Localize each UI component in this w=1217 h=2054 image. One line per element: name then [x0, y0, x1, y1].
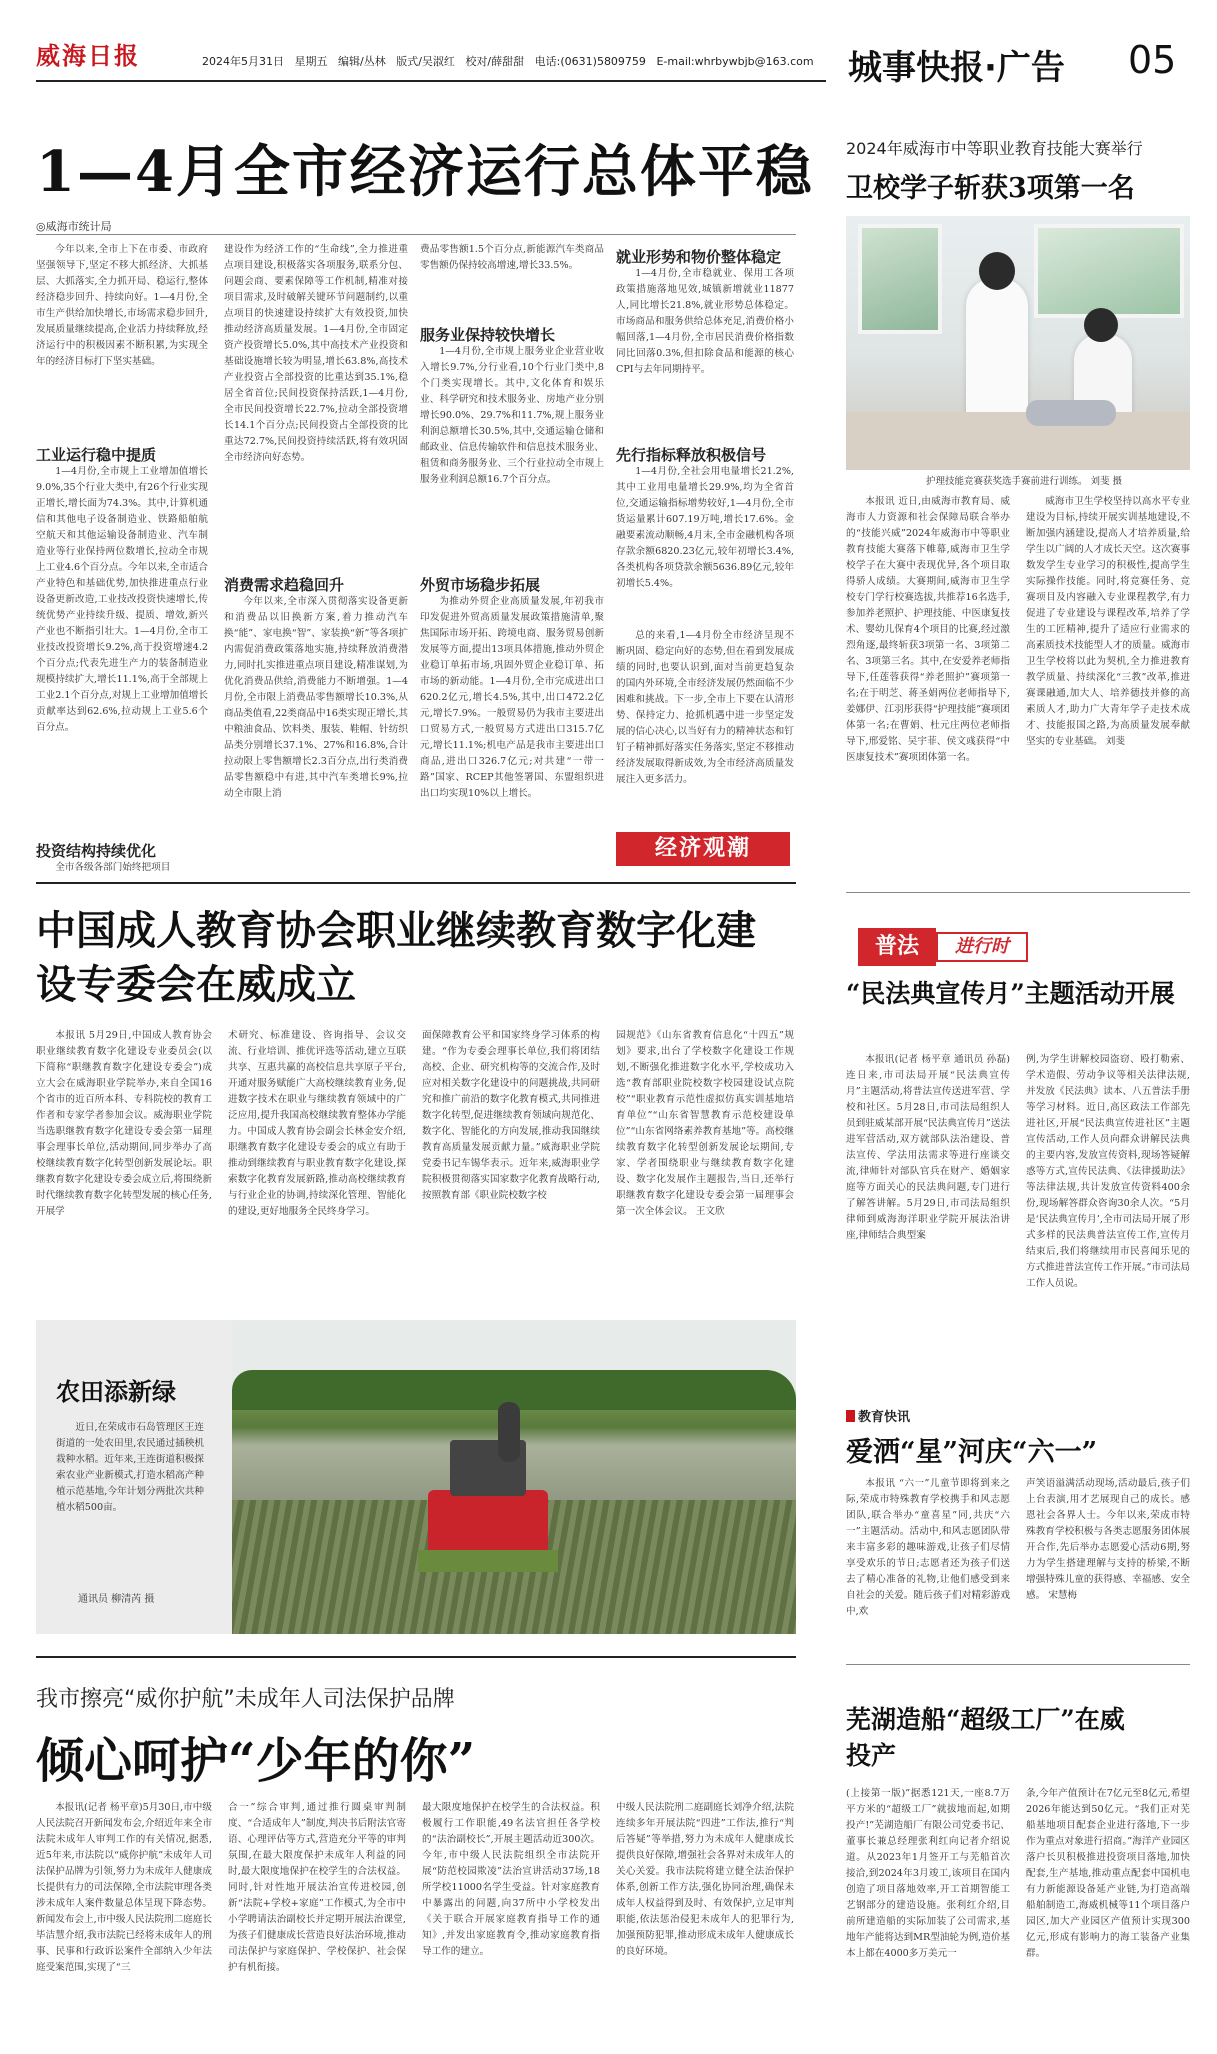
economy-source: ◎威海市统计局: [36, 220, 112, 233]
farm-farmer: [498, 1402, 520, 1462]
youth-kicker: 我市擦亮“威你护航”未成年人司法保护品牌: [36, 1687, 455, 1712]
economy-sub-price: 就业形势和物价整体稳定: [616, 248, 782, 266]
economy-col-1: [36, 242, 208, 438]
association-text-3: 面保障教育公平和国家终身学习体系的构建。“作为专委会理事长单位,我们将团结高校、企业、研究机构等的交流合作,及时应对相关数字化建设中的问题挑战,共同研究和推广前沿的数字化教育模式,共同推进数字化转型,促进继续教育领域向规范化、数字化、智能化的方向发展,推动我国继续教育高质量发展贡献力量。”威海职业学院党委书记车锡华表示。近年来,威海职业学院积极贯彻落实国家数字化教育战略行动,按照教育部《职业院校数字校: [422, 1030, 600, 1201]
association-text-4: 园规范》《山东省教育信息化“十四五”规划》要求,出台了学校数字化建设工作规划,不断强化推进数字化水平,学校成功入选“教育部职业院校数字校园建设试点院校”“职业教育示范性虚拟仿真实训基地培育单位”“山东省智慧教育示范校建设单位”“山东省网络素养教育基地”等。高校继续教育数字化转型创新发展论坛期间,专家、学者围绕职业与继续教育数字化建设、数字化发展作主题报告,当日,还举行职继教育数字化建设专委会第一届理事会第一次全体会议。 王文欣: [616, 1030, 794, 1217]
law-title: “民法典宣传月”主题活动开展: [846, 979, 1175, 1008]
youth-text-4: 中级人民法院刑二庭副庭长刘净介绍,法院连续多年开展法院“四进”工作法,推行“判后答疑”等举措,努力为未成年人健康成长提供良好保障,增强社会各界对未成年人的关心关爱。我市法院将建立健全法治保护体系,创新工作方法,强化协同治理,确保未成年人权益得到及时、有效保护,立足审判职能,依法惩治侵犯未成年人的犯罪行为,加强预防犯罪,推动形成未成年人健康成长的良好环境。: [616, 1802, 794, 1957]
youth-text-2: 合一”综合审判,通过推行圆桌审判制度、“合适成年人”制度,判决书后附法官寄语、心理评估等方式,营造充分平等的审判氛围,在最大限度保护未成年人利益的同时,最大限度地保护在校学生的合法权益。同时,针对性地开展法治宣传进校园,创新“法院+学校+家庭”工作模式,为全市中小学聘请法治副校长并定期开展法治课堂,为孩子们健康成长营造良好法治环境,推动司法保护与家庭保护、学校保护、社会保护有机衔接。: [228, 1802, 406, 1973]
vocational-text-1: 本报讯 近日,由威海市教育局、威海市人力资源和社会保障局联合举办的“技能兴威”2024年威海市中等职业教育技能大赛落下帷幕,威海市卫生学校学子在大赛中表现优异,各个项目取得骄人成绩。大赛期间,威海市卫生学校专门学行校赛选拔,共推荐16名选手,参加养老照护、护理技能、中医康复技术、婴幼儿保育4个项目的比赛,经过激烈角逐,最终斩获3项第一名、3项第二名、3项第三名。其中,在安爱养老师指导下,任莲蓉获得“养老照护”赛项第一名;在于明芝、蒋圣娟两位老师指导下,姜娜伊、江羽彤获得“护理技能”赛项团体第一名;在曹娟、杜元庄两位老师指导下,邢爱铭、吴宇菲、侯文彧获得“中医康复技术”赛项团体第一名。: [846, 496, 1010, 763]
economy-col-3c: [420, 594, 604, 878]
vocational-text-2: 威海市卫生学校坚持以高水平专业建设为目标,持续开展实训基地建设,不断加强内涵建设,提高人才培养质量,给学生以广阔的人才成长天空。这次赛事数发学生专业学习的积极性,提高学生实际操作技能。同时,将竞赛任务、竞赛项目及内容融入专业课程教学,有力促进了专业建设与课程改革,培养了学生的工匠精神,提升了适应行业需求的高素质技术技能型人才的质量。威海市卫生学校将以此为契机,全力推进教育教学质量、持续深化“三教”改革,推进赛课融通,加大人、培养德技并修的高素质人才,助力广大青年学子走技术成才、技能报国之路,为高质量发展奉献坚实的专业基础。 刘斐: [1026, 496, 1190, 747]
youth-text-1: 本报讯(记者 杨平章)5月30日,市中级人民法院召开新闻发布会,介绍近年来全市法院未成年人审判工作的有关情况,据悉,近5年来,市法院以“威你护航”未成年人司法保护品牌为引领,努力为未成年人健康成长提供有力的司法保障,全市法院审理各类涉未成年人案件数量总体呈现下降态势。新闻发布会上,市中级人民法院刑二庭庭长毕洁慧介绍,我市法院已经将未成年人的刑事、民事和行政诉讼案件全部纳入少年法庭受案范围,实现了“三: [36, 1802, 212, 1973]
farm-credit: 通讯员 柳清芮 摄: [78, 1594, 155, 1605]
kids-tag: [846, 1406, 910, 1425]
shipyard-col-1: [846, 1786, 1010, 2040]
economy-rule: [36, 234, 796, 235]
kids-text-1: 本报讯 “六一”儿童节即将到来之际,荣成市特殊教育学校携手和风志愿团队,联合举办“童喜星”同,共庆“六一”主题活动。活动中,和风志愿团队带来丰富多彩的趣味游戏,让孩子们尽情享受欢乐的节日;志愿者还为孩子们送去了精心准备的礼物,让他们感受到来自社会的关爱。随后孩子们对精彩游戏中,欢: [846, 1478, 1010, 1617]
economy-service-text: 1—4月份,全市规上服务业企业营业收入增长9.7%,分行业看,10个行业门类中,8个门类实现增长。其中,文化体育和娱乐业、科学研究和技术服务业、房地产业分别增长90.0%、29.7%和11.7%,规上服务业利润总额增长30.5%,其中,交通运输仓储和邮政业、信息传输软件和信息技术服务业、租赁和商务服务业、三个行业拉动全市规上服务业利润总额16.7个百分点。: [420, 346, 604, 485]
association-title: 中国成人教育协会职业继续教育数字化建设专委会在威成立: [36, 907, 756, 1008]
economy-col-1b: [36, 464, 208, 832]
association-col-3: [422, 1028, 600, 1294]
shipyard-text-1: (上接第一版)”据悉121天,一座8.7万平方米的“超级工厂”就拔地而起,如期投产!”芜湖造船厂有限公司党委书记、董事长兼总经理张利红向记者介绍说道。从2023年1月签开工与芜船首次接洽,到2024年3月竣工,该项目在国内创造了项目落地效率,开工首期智能工艺钢部分的建造设施。张利红介绍,目前所建造船的实际加装了公司需求,基地年产能将达到MR型油轮为例,造价基本上都在4000多万美元一: [846, 1788, 1010, 1959]
association-col-2: [228, 1028, 406, 1294]
section-title: 城事快报·广告: [848, 48, 1065, 88]
association-text-1: 本报讯 5月29日,中国成人教育协会职业继续教育数字化建设专业委员会(以下简称“职继教育数字化建设专委会”)成立大会在威海职业学院举办,来自全国16个省市的近百所本科、专科院校的教育工作者和专家学者参加会议。威海职业学院当选职继教育数字化建设专委会第一届理事会理事长单位,活动期间,同步举办了高校继续教育数字化转型创新发展论坛。职继教育数字化建设专委会成立后,将围绕新时代继续教育数字化转型发展的核心任务,开展学: [36, 1030, 212, 1217]
masthead-proof: 校对/薛甜甜: [465, 55, 525, 68]
economy-industry-text: 1—4月份,全市规上工业增加值增长9.0%,35个行业大类中,有26个行业实现正增长,增长面为74.3%。其中,计算机通信和其他电子设备制造业、铁路船舶航空航天和其他运输设备制造业、汽车制造业等行业保持两位数增长,拉动全市规上工业4.6个百分点。今年以来,全市适合产业特色和基础优势,加快推进重点行业设备更新改造,工业技改投资快速增长,传统优势产业持续升级、提质、增效,新兴产业也不断指引壮大。1—4月份,全市工业技改投资增长9.2%,高于投资增速4.2个百分点;代表先进生产力的装备制造业规模持续扩大,增长11.1%,高于全部规上工业2.1个百分点,对规上工业增加值增长贡献率达到62.6%,拉动规上工业5.6个百分点。: [36, 466, 208, 733]
farm-text: 近日,在荣成市石岛管理区王连街道的一处农田里,农民通过插秧机栽种水稻。近年来,王连街道积极探索农业产业新模式,打造水稻高产种植示范基地,今年计划分两批次共种植水稻500亩。: [56, 1422, 204, 1513]
youth-col-4: [616, 1800, 794, 2040]
economy-price-text: 1—4月份,全市稳就业、保用工各项政策措施落地见效,城镇新增就业11877人,同比增长21.8%,就业形势总体稳定。市场商品和服务供给总体充足,消费价格小幅回落,1—4月份,全市居民消费价格指数同比回落0.3%,但扣除食品和能源的核心CPI与去年同期持平。: [616, 268, 794, 375]
vocational-col-1: [846, 494, 1010, 878]
divider: [36, 882, 796, 884]
youth-col-1: [36, 1800, 212, 2040]
economy-sub-service: 服务业保持较快增长: [420, 326, 556, 344]
kids-col-2: [1026, 1476, 1190, 1654]
economy-sub-vitality: 先行指标释放积极信号: [616, 446, 767, 464]
law-badge: [858, 928, 1030, 966]
association-col-4: [616, 1028, 794, 1294]
vocational-caption: 护理技能竞赛获奖选手赛前进行训练。 刘斐 摄: [926, 476, 1123, 487]
economy-invest-cont: 建设作为经济工作的“生命线”,全力推进重点项目建设,积极落实各项服务,联系分包、问题会商、要素保障等工作机制,精准对接项目需求,及时破解关键环节问题制约,以重点项目的快速建设持续扩大有效投资,加快推动经济高质量发展。1—4月份,全市固定资产投资增长5.0%,其中高技术产业投资和基础设施增长较为明显,增长63.8%,高技术产业投资占全部投资的比重达到35.1%,稳居全省首位;民间投资保持活跃,1—4月份,全市民间投资增长22.7%,拉动全部投资增长14.1个百分点;民间投资占全部投资的比重达72.7%,民间投资持续活跃,将有效巩固全市经济向好态势。: [224, 244, 408, 463]
economy-title: 1—4月全市经济运行总体平稳: [36, 139, 814, 205]
masthead-date: 2024年5月31日: [202, 55, 284, 68]
divider: [846, 892, 1190, 893]
photo-bed: [846, 412, 1190, 470]
masthead-email: E-mail:whrbywbjb@163.com: [656, 55, 814, 68]
economy-trade-text: 为推动外贸企业高质量发展,年初我市印发促进外贸高质量发展政策措施清单,聚焦国际市场开拓、跨境电商、服务贸易创新发展等方面,提出13项具体措施,推动外贸企业稳订单拓市场,巩固外贸企业稳订单、拓市场的新动能。1—4月份,全市完成进出口620.2亿元,增长4.5%,其中,出口472.2亿元,增长7.9%。一般贸易仍为我市主要进出口贸易方式,一般贸易方式进出口315.7亿元,增长11.1%;机电产品是我市主要进出口商品,进出口326.7亿元;对共建“一带一路”国家、RCEP其他签署国、东盟组织进出口均实现10%以上增长。: [420, 596, 604, 799]
shipyard-text-2: 条,今年产值预计在7亿元至8亿元,希望2026年能达到50亿元。“我们正对芜船基地项目配套企业进行落地,下一步作为重点对象进行招商。”海洋产业园区落户长贝积极推进投资项目落地,加快配套,生产基地,推动重点配套中国机电有力新能源设备延产业链,为打造高端船舶制造工,海威机械等11个项目落户园区,加大产业园区产值预计实现300亿元,形成有影响力的海工装备产业集群。: [1026, 1788, 1190, 1959]
vocational-title: 卫校学子斩获3项第一名: [846, 173, 1135, 204]
kids-text-2: 声笑语溢满活动现场,活动最后,孩子们上台表演,用才艺展现自己的成长。感恩社会各界人士。今年以来,荣成市特殊教育学校积极与各类志愿服务团体展开合作,先后举办志愿爱心活动6期,努力为学生搭建理解与支持的桥梁,不断增强特殊儿童的获得感、幸福感、安全感。 宋慧梅: [1026, 1478, 1190, 1601]
photo-nurse-head: [1084, 308, 1118, 342]
masthead-rule: [36, 80, 826, 82]
masthead-logo: 威海日报: [36, 41, 140, 70]
kids-tag-label: 教育快讯: [858, 1410, 911, 1425]
economy-summary-text: 总的来看,1—4月份全市经济呈现不断巩固、稳定向好的态势,但在看到发展成绩的同时,也要认识到,面对当前更趋复杂的国内外环境,全市经济发展仍然面临不少困难和挑战。下一步,全市上下要在认清形势、保持定力、抢抓机遇中进一步坚定发展的信心决心,以当好有力的精神状态和钉钉子精神抓好落实任务落实,坚定不移推动经济发展取得新成效,为全市经济高质量发展注入更多活力。: [616, 630, 794, 785]
youth-col-2: [228, 1800, 406, 2040]
farm-seedling-trays: [418, 1550, 558, 1572]
photo-nurse-head: [979, 252, 1015, 290]
economy-sub-industry: 工业运行稳中提质: [36, 446, 157, 464]
economy-col-2b: [224, 594, 408, 878]
kids-col-1: [846, 1476, 1010, 1654]
economy-col-1c: [36, 860, 208, 878]
masthead: [0, 0, 1217, 86]
photo-patient: [1026, 400, 1116, 426]
shipyard-col-2: [1026, 1786, 1190, 2040]
photo-window: [1034, 224, 1184, 318]
association-col-1: [36, 1028, 212, 1294]
vocational-kicker: 2024年威海市中等职业教育技能大赛举行: [846, 139, 1143, 158]
youth-col-3: [422, 1800, 600, 2040]
farm-title: 农田添新绿: [56, 1377, 176, 1406]
youth-title: 倾心呵护“少年的你”: [36, 1733, 476, 1789]
association-text-2: 术研究、标准建设、咨询指导、会议交流、行业培训、推优评选等活动,建立互联共享、互惠共赢的高校信息共享原子平台,开通对服务赋能广大高校继续教育业务,促进数字技术在职业与继续教育领域中的广泛应用,提升我国高校继续教育整体办学能力。中国成人教育协会副会长林金安介绍,职继教育数字化建设专委会的成立有助于推动到继续教育与职业教育数字化建设,探索数字化教育发展新路,推动高校继续教育与行业企业的协调,持续深化管理、智能化的建设,更好地服务全民终身学习。: [228, 1030, 406, 1217]
vocational-col-2: [1026, 494, 1190, 878]
shipyard-title: 芜湖造船“超级工厂”在威投产: [846, 1705, 1125, 1770]
law-col-1: [846, 1052, 1010, 1388]
economy-sub-invest: 投资结构持续优化: [36, 842, 157, 860]
masthead-weekday: 星期五: [294, 55, 328, 68]
vocational-photo: [846, 216, 1190, 470]
law-col-2: [1026, 1052, 1190, 1388]
economy-col-4b: [616, 464, 794, 628]
economy-vitality-text: 1—4月份,全社会用电量增长21.2%,其中工业用电量增长29.9%,均为全省首位,交通运输指标增势较好,1—4月份,全市货运量累计607.19万吨,增长17.6%。金融要素流动顺畅,4月末,全市金融机构各项存款余额6820.23亿元,较年初增长3.4%,各类机构各项贷款余额5636.89亿元,较年初增长5.4%。: [616, 466, 794, 589]
economy-badge: 经济观潮: [616, 832, 790, 866]
masthead-info: [202, 53, 814, 69]
kids-title: 爱洒“星”河庆“六一”: [846, 1437, 1098, 1468]
divider: [36, 1656, 796, 1658]
economy-consume-text: 今年以来,全市深入贯彻落实设备更新和消费品以旧换新方案,着力推动汽车换“能”、家电换“智”、家装换“新”等各项扩内需促消费政策落地实施,持续释放消费潜力,同时扎实推进重点项目建设,精准谋划,为优化消费品供给,消费能力不断增强。1—4月份,全市限上消费品零售额增长10.3%,从商品类值看,22类商品中16类实现正增长,其中粮油食品、饮料类、服装、鞋帽、针纺织品类分别增长37.1%、27%和16.8%,合计拉动限上零售额增长2.3百分点,出行类消费品零售额稳中有进,其中汽车类增长9%,拉动全市限上消: [224, 596, 408, 799]
law-text-1: 本报讯(记者 杨平章 通讯员 孙磊)连日来,市司法局开展“民法典宣传月”主题活动,将普法宣传送进军营、学校和社区。5月28日,市司法局组织人员到驻威某部开展“民法典宣传月”送法进军营活动,双方就部队法治建设、普法宣传、学法用法需求等进行座谈交流,律师针对部队官兵在财产、婚姻家庭等方面关心的民法典问题,专门进行了解答讲解。5月29日,市司法局组织律师到威海海洋职业学院开展法治讲座,律师结合典型案: [846, 1054, 1010, 1241]
youth-text-3: 最大限度地保护在校学生的合法权益。积极履行工作职能,49名法官担任各学校的“法治副校长”,开展主题活动近300次。今年,市中级人民法院组织全市法院开展“防范校园欺凌”法治宣讲活动37场,18所学校11000名学生受益。针对家庭教育中暴露出的问题,向37所中小学校发出《关于联合开展家庭教育指导工作的通知》,并发出家庭教育令,推动家庭教育指导工作的建立。: [422, 1802, 600, 1957]
economy-col-4c: [616, 628, 794, 824]
economy-sub-trade: 外贸市场稳步拓展: [420, 576, 541, 594]
economy-col-3b: [420, 344, 604, 572]
farm-box: [36, 1320, 796, 1634]
masthead-phone: 电话:(0631)5809759: [534, 55, 646, 68]
economy-col-2: [224, 242, 408, 570]
masthead-editor: 编辑/丛林: [338, 55, 386, 68]
divider: [846, 1664, 1190, 1665]
law-badge-a: 普法: [858, 928, 936, 966]
page-number: 05: [1128, 38, 1177, 82]
economy-intro: 今年以来,全市上下在市委、市政府坚强领导下,坚定不移大抓经济、大抓基层、大抓落实,全力抓开局、稳运行,整体经济稳步回升、持续向好。1—4月份,全市生产供给加快增长,市场需求稳步回升,发展质量继续提高,企业活力持续释放,经济运行中的积极因素不断积累,为实现全年的经济目标打下坚实基础。: [36, 244, 208, 367]
kids-tag-marker: [846, 1410, 855, 1422]
law-badge-b: 进行时: [936, 932, 1028, 962]
economy-sub-consume: 消费需求趋稳回升: [224, 576, 345, 594]
economy-consume-cont: 费品零售额1.5个百分点,新能源汽车类商品零售额仍保持较高增速,增长33.5%。: [420, 244, 604, 271]
economy-col-3: [420, 242, 604, 292]
photo-window: [858, 224, 942, 334]
masthead-layout: 版式/吴淑红: [396, 55, 455, 68]
economy-invest-text: 全市各级各部门始终把项目: [55, 862, 171, 873]
farm-photo: [232, 1320, 796, 1634]
economy-col-4: [616, 266, 794, 438]
law-text-2: 例,为学生讲解校园盗窃、殴打勒索、学术造假、劳动争议等相关法律法规,并发放《民法典》读本、八五普法手册等学习材料。近日,高区政法工作部先进社区,开展“民法典宣传进社区”主题宣传活动,工作人员向群众讲解民法典的主要内容,发放宣传资料,现场答疑解惑等方式,宣传民法典、《法律援助法》等法律法规,共计发放宣传资料400余份,现场解答群众咨询30余人次。“5月是‘民法典宣传月’,全市司法局开展了形式多样的民法典普法宣传工作,宣传月结束后,我们将继续用市民喜闻乐见的方式推进普法宣传工作开展。”市司法局工作人员说。: [1026, 1054, 1190, 1289]
